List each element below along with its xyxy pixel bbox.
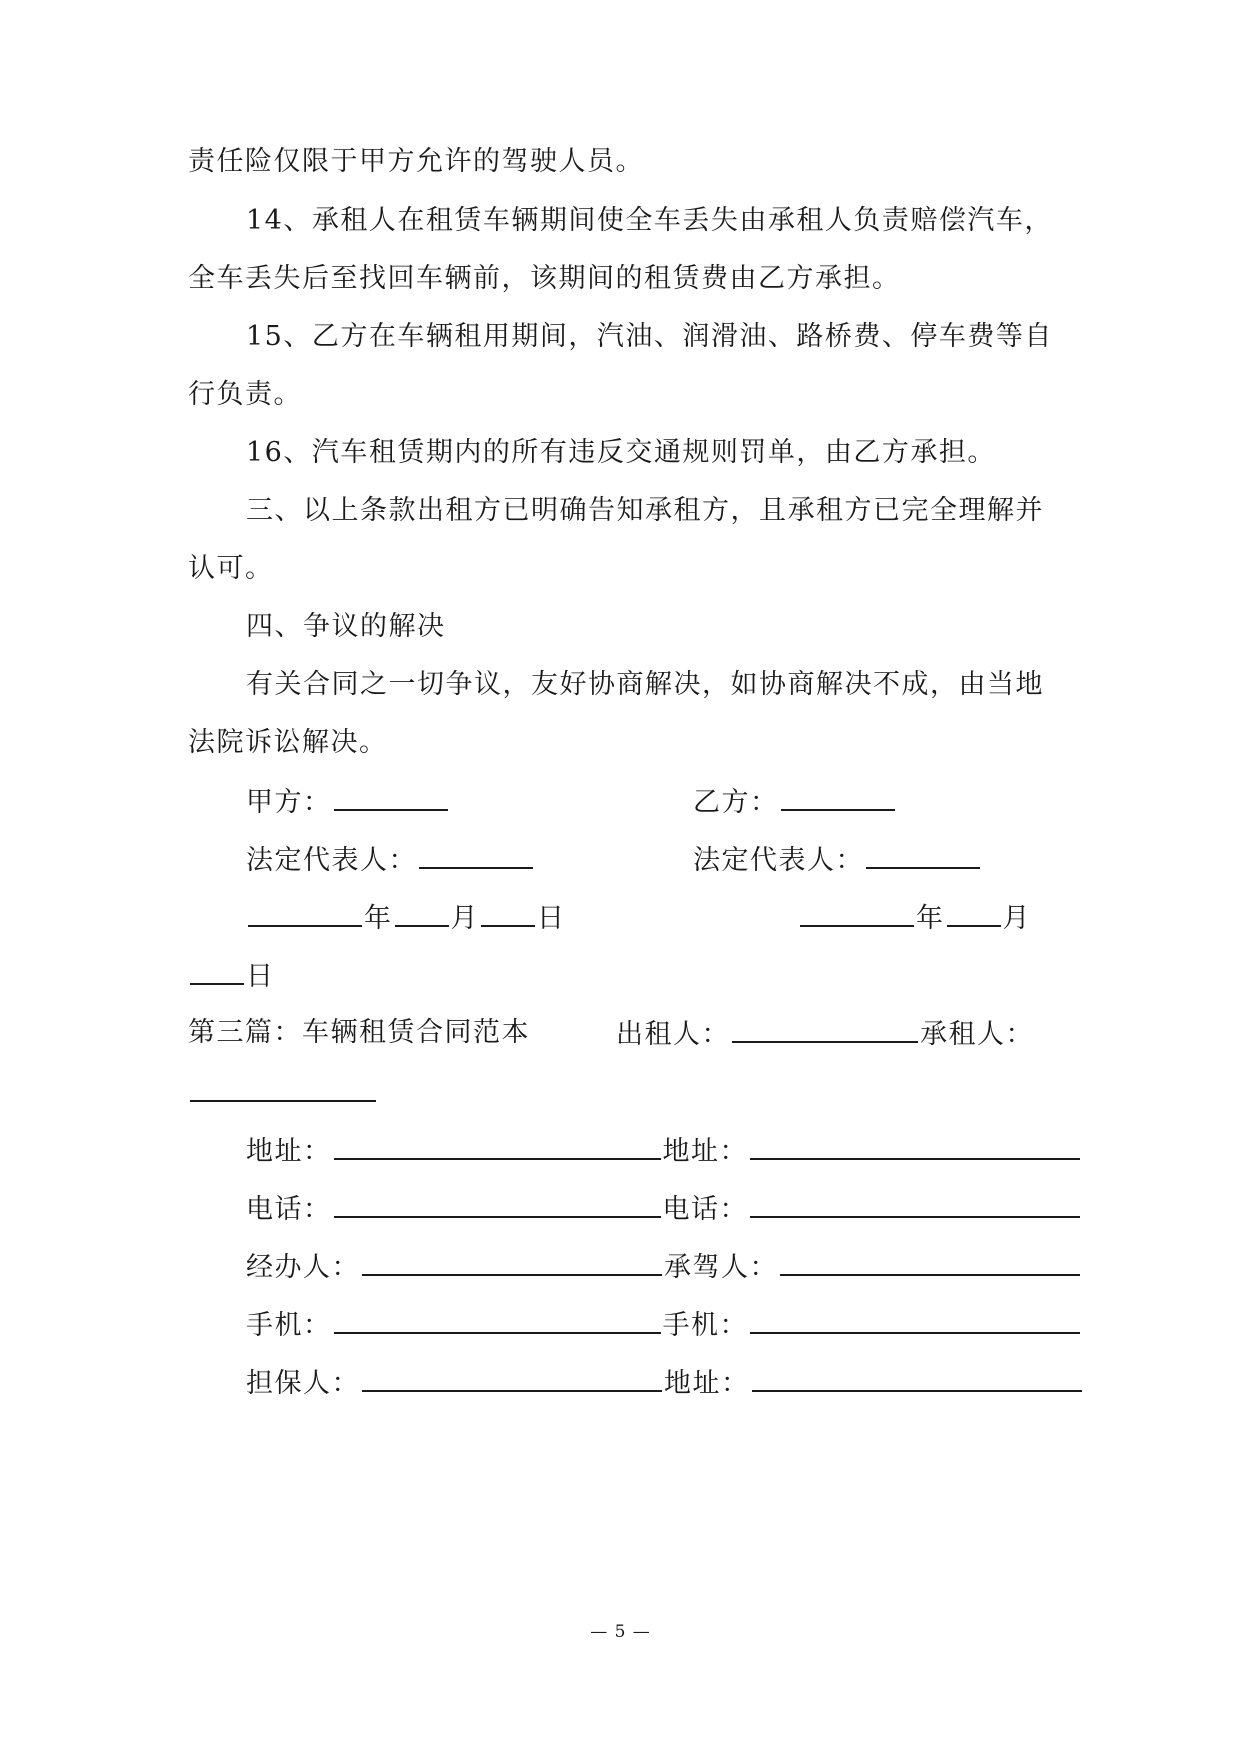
handler-row: 经办人： 承驾人： xyxy=(246,1246,1082,1288)
rep-b-blank xyxy=(866,839,980,869)
clause-15: 15、乙方在车辆租用期间，汽油、润滑油、路桥费、停车费等自 xyxy=(246,321,1053,352)
clause-16: 16、汽车租赁期内的所有违反交通规则罚单，由乙方承担。 xyxy=(246,437,996,468)
paragraph-line: 全车丢失后至找回车辆前，该期间的租赁费由乙方承担。 xyxy=(188,263,901,294)
lessor-lessee-line: 出租人： 承租人： xyxy=(616,1013,1034,1055)
party-a-date: 年 月 日 xyxy=(246,897,566,939)
phone-row: 电话： 电话： xyxy=(246,1188,1082,1230)
lessor-blank xyxy=(732,1013,918,1043)
paragraph-line: 行负责。 xyxy=(188,379,302,410)
lessee-blank-line xyxy=(188,1072,378,1114)
party-b-signature: 乙方： xyxy=(693,781,897,823)
party-a-signature: 甲方： xyxy=(246,781,450,823)
party-b-rep: 法定代表人： xyxy=(693,839,982,881)
party-a-rep: 法定代表人： xyxy=(246,839,535,881)
address-row: 地址： 地址： xyxy=(246,1130,1082,1172)
party-a-blank xyxy=(334,781,448,811)
paragraph-line: 法院诉讼解决。 xyxy=(188,727,388,758)
section-three: 三、以上条款出租方已明确告知承租方，且承租方已完全理解并 xyxy=(246,495,1044,526)
guarantor-row: 担保人： 地址： xyxy=(246,1362,1084,1404)
section-four-heading: 四、争议的解决 xyxy=(246,611,446,642)
party-b-blank xyxy=(781,781,895,811)
party-b-date: 年 月 xyxy=(798,897,1031,939)
lessee-blank xyxy=(190,1072,376,1102)
rep-a-blank xyxy=(419,839,533,869)
template-three-title: 第三篇：车辆租赁合同范本 xyxy=(188,1017,530,1048)
mobile-row: 手机： 手机： xyxy=(246,1304,1082,1346)
clause-14: 14、承租人在租赁车辆期间使全车丢失由承租人负责赔偿汽车， xyxy=(246,205,1053,236)
page-number: — 5 — xyxy=(590,1622,651,1642)
paragraph-line: 认可。 xyxy=(188,553,274,584)
dispute-clause: 有关合同之一切争议，友好协商解决，如协商解决不成，由当地 xyxy=(246,669,1044,700)
paragraph-line: 责任险仅限于甲方允许的驾驶人员。 xyxy=(188,146,644,177)
party-b-date-day: 日 xyxy=(188,955,275,997)
